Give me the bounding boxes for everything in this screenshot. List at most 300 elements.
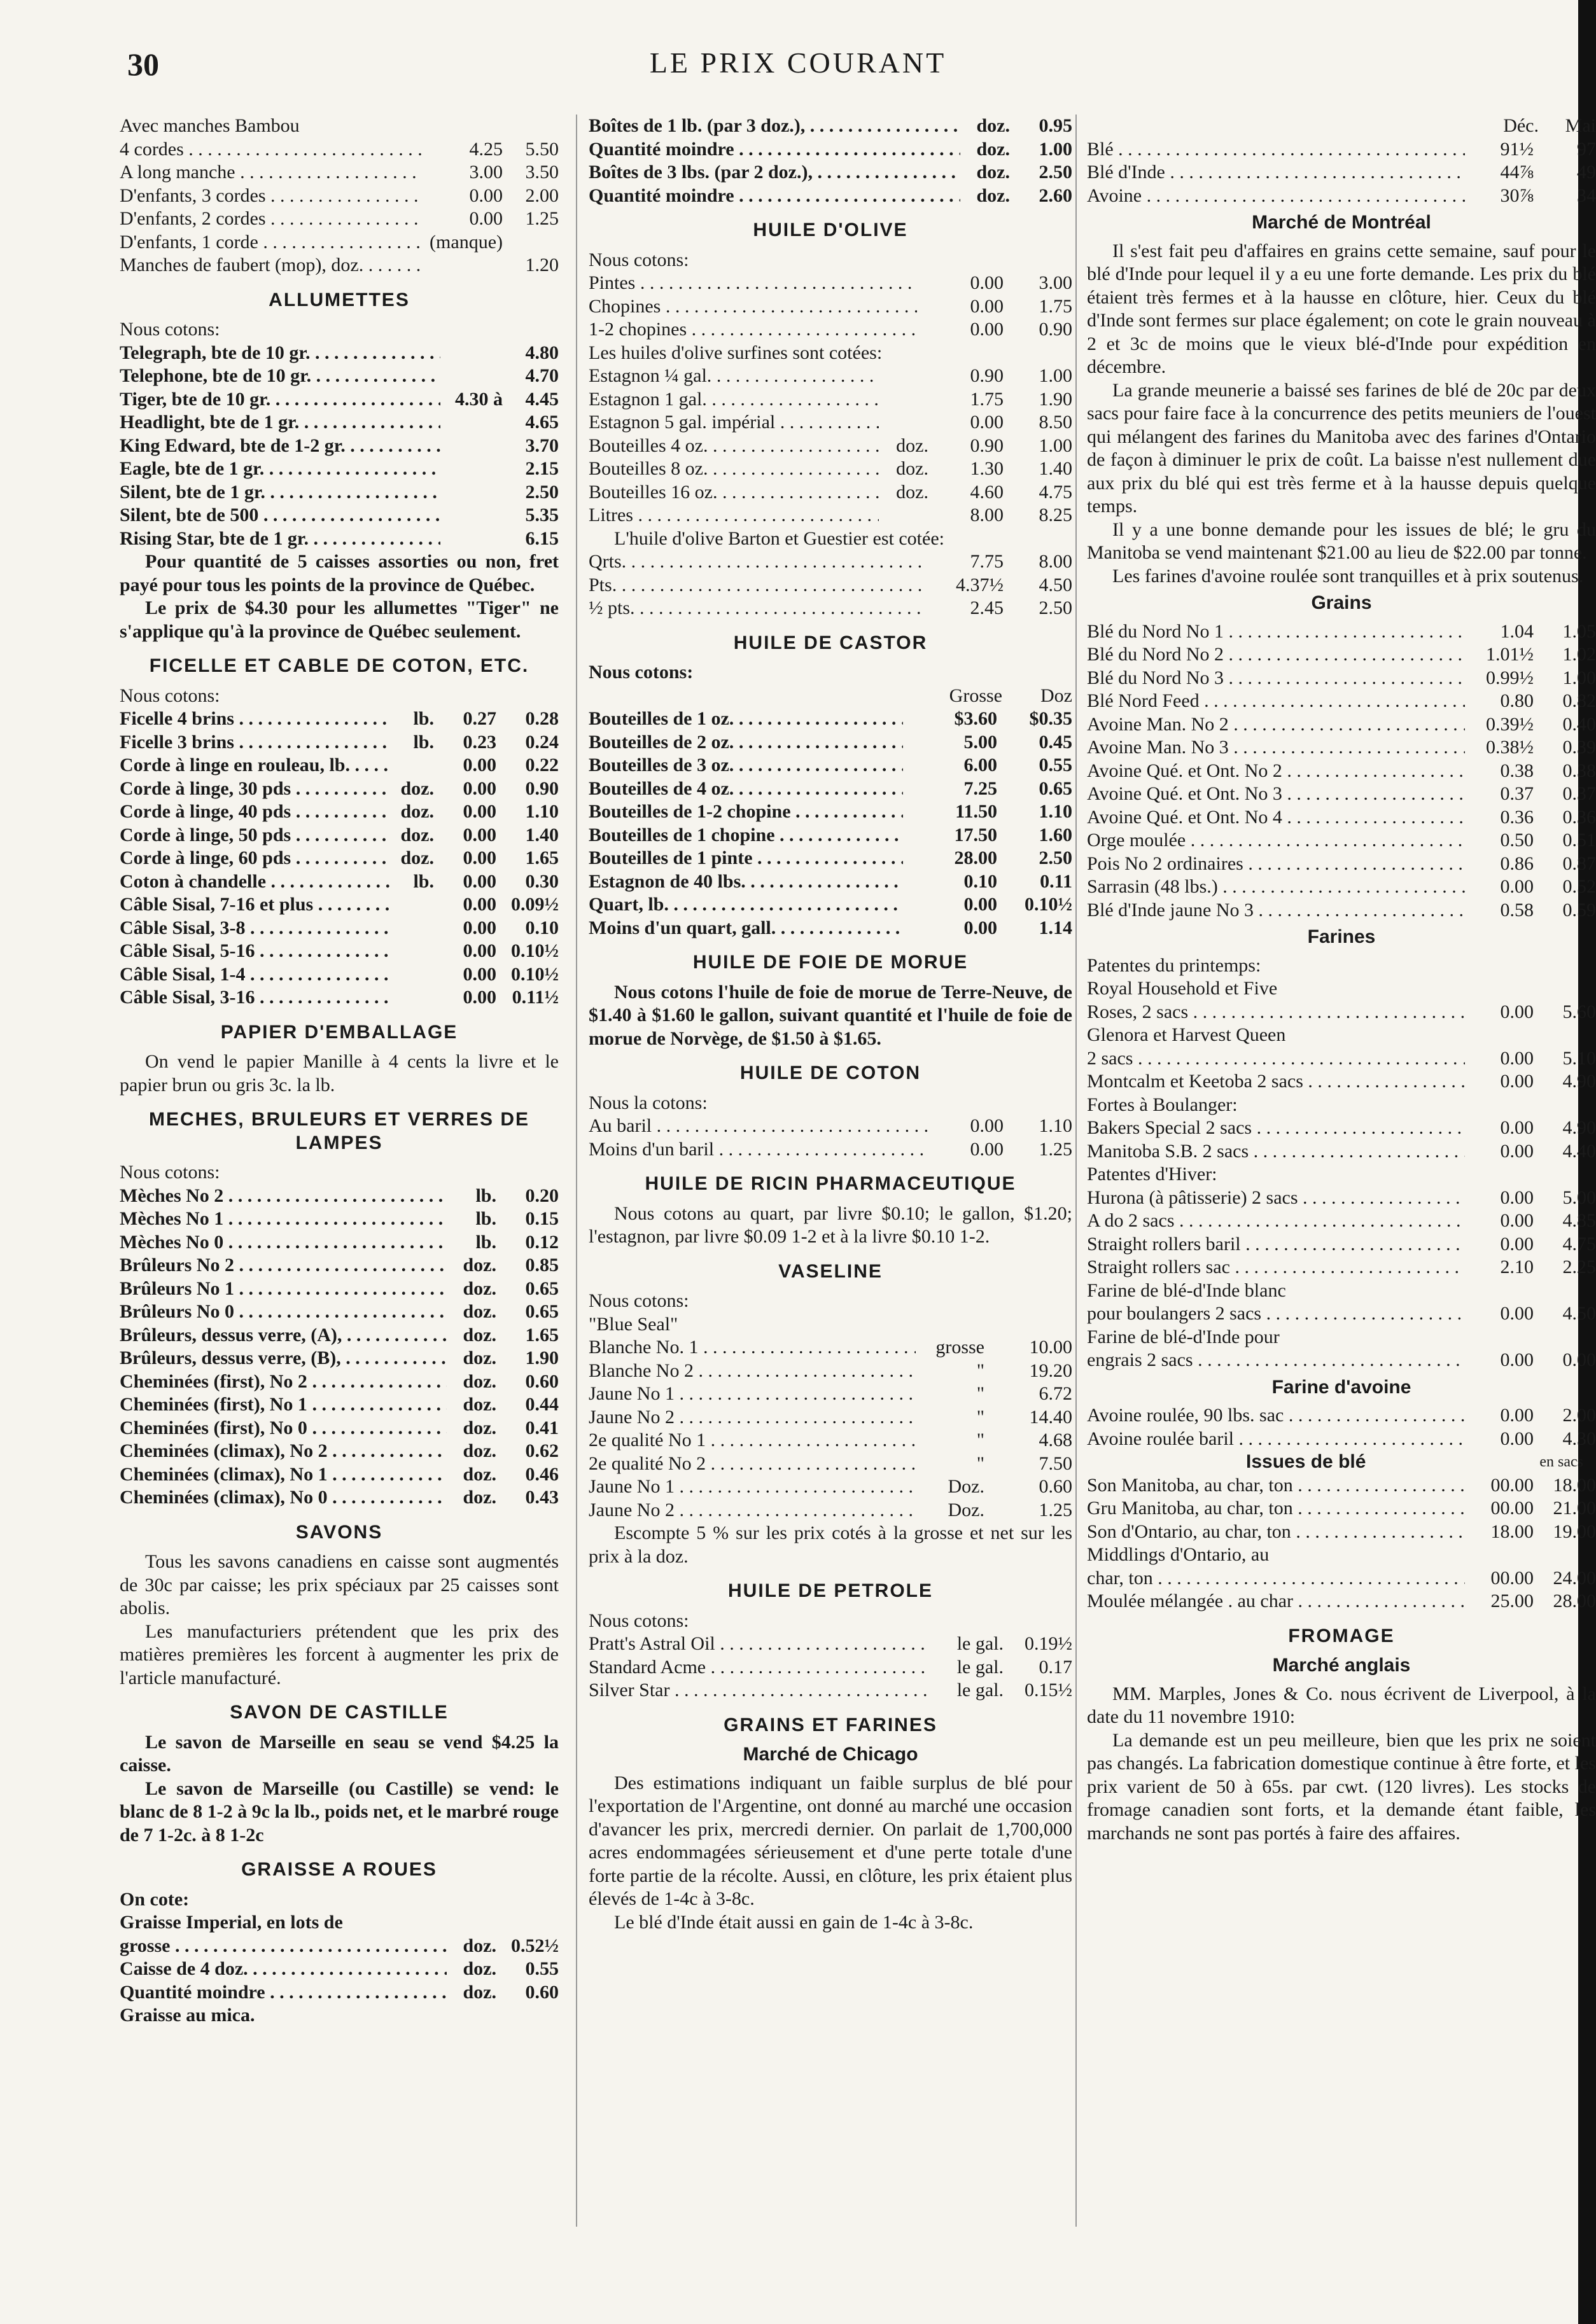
chicago-paragraph: Le blé d'Inde était aussi en gain de 1-4c à 3-8c. [614,1911,974,1933]
price-row [1087,184,1596,208]
price-low: 25.00 [1490,1590,1534,1611]
issues-note: en sacs [1539,1454,1583,1470]
price-row [589,1336,1072,1360]
price-row [589,707,1072,731]
price-high: 4.45 [525,388,559,410]
price-row [120,1935,559,1958]
petrole-title: HUILE DE PETROLE [727,1580,934,1601]
price-row [589,504,1072,527]
item-name: Avoine Man. No 3 . . . [1087,736,1465,760]
vaseline-intro: Nous cotons: [589,1290,689,1311]
item-name: Sarrasin (48 lbs.) . . . [1087,875,1465,899]
item-unit: doz. [400,777,434,799]
price-high: 0.30 [525,870,559,892]
item-unit: doz. [463,1394,496,1415]
price-low: 44⅞ [1500,162,1534,183]
price-low: 7.25 [963,777,997,799]
price-low: 3.00 [469,162,503,183]
item-unit: doz. [976,162,1010,183]
price-low [440,411,503,435]
price-high: 18.00 [1553,1474,1596,1496]
price-row [1087,1302,1596,1326]
item-unit: " [976,1360,984,1381]
item-name: Straight rollers sac . . . [1087,1256,1465,1279]
price-high: 5.35 [525,504,559,525]
price-row [589,1452,1072,1476]
price-low: 0.00 [970,1115,1004,1136]
vaseline-brand: "Blue Seal" [589,1313,678,1335]
allumettes-note-tiger: Le prix de $4.30 pour les allumettes "Tiger" ne s'applique qu'à la province de Québec seulement. [120,597,559,642]
item-unit [391,986,434,1010]
price-row [1087,875,1596,899]
price-row [1087,806,1596,830]
price-low [440,504,503,527]
price-row [120,1347,559,1370]
savons-paragraph: Les manufacturiers prétendent que les prix des matières premières les forcent à augmenter les prix de l'article manufacturé. [120,1620,559,1688]
item-name: Estagnon 1 gal. . . . [589,388,879,412]
price-high: 5.10 [1562,1047,1596,1069]
item-name: Câble Sisal, 5-16 . . . [120,940,391,963]
coton-title: HUILE DE COTON [739,1062,921,1083]
price-high: 0.39 [1562,737,1596,758]
price-low: 0.00 [1500,1233,1534,1255]
price-high: 4.30 [1562,1428,1596,1449]
price-low: 0.00 [469,208,503,229]
price-row [120,963,559,987]
morue-title: HUILE DE FOIE DE MORUE [692,952,969,973]
item-name: Brûleurs, dessus verre, (B), . . . [120,1347,447,1370]
price-high: 0.45 [1039,731,1072,753]
item-name: Chopines . . . [589,295,917,319]
item-name: Cheminées (first), No 1 . . . [120,1393,447,1417]
item-name: Manitoba S.B. 2 sacs . . . [1087,1140,1465,1164]
castille-paragraph: Le savon de Marseille (ou Castille) se vend: le blanc de 8 1-2 à 9c la lb., poids net, et le marbré rouge de 7 1-2c. à 8 1-2c [120,1778,559,1846]
item-unit [391,917,434,940]
price-group-label: Patentes du printemps: [1087,954,1261,976]
price-high: 7.50 [1039,1452,1072,1474]
price-row [120,365,559,388]
price-row [1087,1404,1596,1428]
price-high: 0.60 [525,1370,559,1392]
petrole-intro: Nous cotons: [589,1610,689,1631]
item-name: ½ pts. . . . [589,597,922,620]
item-name: Corde à linge, 30 pds . . . [120,777,391,801]
price-high: 1.10 [1039,1115,1072,1136]
price-low [440,457,503,481]
castille-paragraph: Le savon de Marseille en seau se vend $4.25 la caisse. [120,1731,559,1776]
price-row [589,1382,1072,1406]
price-row [589,1360,1072,1383]
item-name: Silent, bte de 500 . . . [120,504,440,527]
price-low: 1.30 [970,458,1004,479]
montreal-paragraph: Il s'est fait peu d'affaires en grains cette semaine, sauf pour le blé d'Inde pour lequel il y a eu une forte demande. Les prix du blé étaient très fermes et à la hausse en clôture, hier. Ceux du blé d'Inde sont fermes sur place également; on cote le grain nouveau à 2 et 3c de moins que le vieux blé-d'Inde pour expédition en décembre. [1087,240,1596,377]
futures-header-mai: Mai [1565,115,1596,136]
price-row [120,1324,559,1347]
item-name: Brûleurs No 0 . . . [120,1300,447,1324]
price-row [1087,829,1596,852]
price-high: 1.10 [525,801,559,822]
item-name: Bouteilles de 1-2 chopine . . . [589,800,903,824]
price-high: 4.85 [1562,1210,1596,1231]
item-name: Estagnon de 40 lbs. . . . [589,870,903,894]
item-name: Avoine Qué. et Ont. No 2 . . . [1087,760,1465,783]
price-high: 2.50 [1039,162,1072,183]
price-low: 4.37½ [956,574,1004,595]
price-row [589,893,1072,917]
price-row [589,1406,1072,1430]
item-name: King Edward, bte de 1-2 gr. . . . [120,435,440,458]
price-row [589,481,1072,504]
item-unit [879,365,928,388]
item-name: Quantité moindre . . . [589,138,960,162]
price-high: 0.87 [1562,852,1596,874]
price-high: 0.10 [525,917,559,938]
meches-title: MECHES, BRULEURS ET VERRES DE LAMPES [148,1109,530,1153]
price-row [120,754,559,777]
vaseline-title: VASELINE [778,1260,883,1282]
price-row [589,1475,1072,1499]
item-name: Bouteilles 8 oz. . . . [589,457,879,481]
marche-anglais-subtitle: Marché anglais [1272,1655,1411,1676]
price-high: 0.55 [1039,755,1072,776]
price-high: 2.25 [1562,1256,1596,1277]
item-name: Bouteilles de 1 pinte . . . [589,847,903,870]
price-high: 0.52½ [511,1935,559,1956]
ricin-text: Nous cotons au quart, par livre $0.10; le gallon, $1.20; l'estagnon, par livre $0.09 1-2 et à la livre $0.10 1-2. [589,1202,1072,1247]
price-low: 17.50 [954,824,997,845]
item-name: Jaune No 1 . . . [589,1475,916,1499]
price-row [120,342,559,365]
price-row [120,1393,559,1417]
price-high: 1.60 [1039,824,1072,845]
item-name: Bakers Special 2 sacs . . . [1087,1117,1465,1140]
item-name: Boîtes de 1 lb. (par 3 doz.), . . . [589,115,960,138]
price-low: 0.36 [1500,806,1534,828]
price-high: 0.52 [1562,876,1596,897]
price-row [589,731,1072,755]
price-low: 0.00 [1500,1001,1534,1022]
price-row [120,1185,559,1208]
price-high: 3.00 [1039,272,1072,293]
price-row [120,527,559,551]
price-row [120,1486,559,1510]
price-low: 30⅞ [1500,184,1534,206]
price-low: 0.00 [1500,1186,1534,1208]
item-name: Qrts. . . . [589,550,922,574]
price-row [1087,161,1596,184]
price-high: 0.09½ [511,894,559,915]
price-low: 0.37 [1500,783,1534,804]
price-low: 0.00 [963,917,997,938]
price-row [1087,852,1596,876]
grains-subtitle: Grains [1311,592,1372,613]
item-name: Son d'Ontario, au char, ton . . . [1087,1520,1465,1544]
item-name: Boîtes de 3 lbs. (par 2 doz.), . . . [589,161,960,184]
price-high: 0.62 [525,1440,559,1461]
grains-title: GRAINS ET FARINES [724,1714,937,1736]
price-row [120,1277,559,1301]
price-row [1087,1001,1596,1024]
price-high: 0.40 [1562,713,1596,735]
item-name: Cheminées (climax), No 2 . . . [120,1440,447,1463]
price-high: $0.35 [1029,708,1072,729]
price-row [120,986,559,1010]
item-name: Câble Sisal, 1-4 . . . [120,963,391,987]
price-high: 24.00 [1553,1567,1596,1589]
castor-column-headers [589,685,1072,708]
price-row [120,1440,559,1463]
item-name: Avoine roulée baril . . . [1087,1428,1465,1451]
price-high: 0.90 [1039,319,1072,340]
item-name: Bouteilles de 1 chopine . . . [589,824,903,847]
ficelle-title: FICELLE ET CABLE DE COTON, ETC. [149,655,529,676]
price-high: 0.59 [1562,899,1596,921]
price-high: 2.50 [525,481,559,503]
item-name: Avoine Qué. et Ont. No 3 . . . [1087,783,1465,806]
item-name: 2 sacs . . . [1087,1047,1465,1071]
price-high: 1.25 [1039,1499,1072,1520]
item-name: Blé du Nord No 1 . . . [1087,620,1465,644]
price-high: 0.28 [525,708,559,729]
price-row [589,1429,1072,1452]
price-low: 0.00 [963,894,997,915]
item-name: Au baril . . . [589,1115,928,1138]
price-row [589,318,1072,342]
item-name: 4 cordes . . . [120,138,421,162]
price-high: 0.19½ [1025,1633,1072,1654]
column-middle [589,115,1072,1934]
castor-title: HUILE DE CASTOR [733,632,928,653]
price-high: 0.38 [1562,760,1596,781]
column-rule-1 [576,115,577,2227]
price-high: 0.82 [1562,690,1596,711]
price-low: (manque) [430,231,503,253]
price-high: 0.41 [525,1417,559,1438]
price-high: 1.75 [1039,295,1072,317]
price-row [1087,713,1596,737]
price-row [120,940,559,963]
price-low: 0.00 [1500,1428,1534,1449]
price-group-label: Patentes d'Hiver: [1087,1164,1217,1185]
price-high [503,231,559,254]
page-title: LE PRIX COURANT [649,46,947,79]
item-name: Estagnon 5 gal. impérial . . . [589,411,879,435]
price-high: 1.90 [525,1347,559,1368]
price-high: 28.00 [1553,1590,1596,1611]
item-name: Blé d'Inde jaune No 3 . . . [1087,899,1465,922]
price-low: 0.00 [1500,1047,1534,1069]
item-unit: lb. [475,1231,496,1253]
item-name: Avoine roulée, 90 lbs. sac . . . [1087,1404,1465,1428]
price-row [1087,667,1596,690]
item-unit: doz. [976,138,1010,160]
item-unit: Doz. [948,1476,984,1497]
price-row [1087,736,1596,760]
price-high: 0.00 [1562,1349,1596,1370]
price-row [120,481,559,504]
item-name: Cheminées (climax), No 0 . . . [120,1486,447,1510]
price-low: 0.50 [1500,830,1534,851]
price-high: 8.25 [1039,504,1072,525]
price-row [589,411,1072,435]
item-unit: doz. [463,1370,496,1392]
item-name: Brûleurs No 1 . . . [120,1277,447,1301]
item-unit: doz. [463,1935,496,1956]
price-low: 0.90 [970,435,1004,456]
price-row [1087,899,1596,922]
item-name: Blanche No. 1 . . . [589,1336,916,1360]
price-row [589,365,1072,388]
price-row [1087,1209,1596,1233]
price-high: 1.65 [525,847,559,868]
item-name: Litres . . . [589,504,879,527]
price-low: 7.75 [970,551,1004,572]
price-high: 1.25 [1039,1138,1072,1160]
price-row [120,707,559,731]
price-row [1087,1474,1596,1498]
price-low: 0.00 [970,295,1004,317]
item-name: Bouteilles de 2 oz. . . . [589,731,903,755]
price-row [120,1254,559,1277]
papier-title: PAPIER D'EMBALLAGE [220,1021,458,1043]
montreal-title: Marché de Montréal [1252,212,1431,233]
price-row [1087,760,1596,783]
price-row [120,1370,559,1394]
price-row [1087,1186,1596,1210]
price-high: 34 [1577,184,1596,206]
price-row [589,1632,1072,1656]
price-low: 4.25 [469,138,503,160]
price-low: 00.00 [1490,1498,1534,1519]
price-high: 2.00 [1562,1405,1596,1426]
price-row [1087,1233,1596,1256]
price-row [120,184,559,208]
price-low: 1.75 [970,388,1004,410]
price-high: 3.70 [525,435,559,456]
item-name: pour boulangers 2 sacs . . . [1087,1302,1465,1326]
coton-intro: Nous la cotons: [589,1092,708,1113]
item-unit: lb. [413,731,434,753]
item-name: Jaune No 1 . . . [589,1382,916,1406]
price-high: 10.00 [1029,1337,1072,1358]
price-high: 4.65 [525,412,559,433]
item-unit: doz. [896,458,928,479]
olive-intro: Nous cotons: [589,249,689,270]
price-low: 0.00 [463,870,496,892]
price-group-label: Fortes à Boulanger: [1087,1094,1238,1115]
item-name: engrais 2 sacs . . . [1087,1349,1465,1372]
item-name: Tiger, bte de 10 gr. . . . [120,388,440,412]
price-high: 1.10 [1039,801,1072,822]
fromage-paragraph: MM. Marples, Jones & Co. nous écrivent de Liverpool, à la date du 11 novembre 1910: [1087,1683,1596,1727]
price-high: 0.85 [525,1255,559,1276]
item-name: Orge moulée . . . [1087,829,1465,852]
price-row [1087,1047,1596,1071]
item-name: Brûleurs, dessus verre, (A), . . . [120,1324,447,1347]
item-unit [879,504,928,527]
issues-heading-row [1087,1451,1596,1474]
price-low: 2.10 [1500,1256,1534,1277]
item-name: Quart, lb. . . . [589,893,903,917]
price-row [120,893,559,917]
price-row [1087,1590,1596,1613]
price-high: 0.90 [525,777,559,799]
item-name: Mèches No 0 . . . [120,1231,447,1255]
item-name: char, ton . . . [1087,1567,1465,1590]
item-unit: " [976,1406,984,1428]
price-low: 0.58 [1500,899,1534,921]
price-high: 5.50 [525,138,559,160]
price-low: 0.00 [1500,1210,1534,1231]
price-row [1087,690,1596,713]
item-name: D'enfants, 2 cordes . . . [120,207,421,231]
price-high: 21.00 [1553,1498,1596,1519]
price-row [120,457,559,481]
price-row [589,1138,1072,1162]
price-low: 0.00 [1500,1117,1534,1138]
price-high: 1.25 [525,208,559,229]
price-row [1087,1567,1596,1590]
item-unit [879,411,928,435]
price-high: 4.50 [1562,1303,1596,1324]
item-unit [391,754,434,777]
allumettes-title: ALLUMETTES [269,289,410,310]
price-low: 4.60 [970,481,1004,503]
price-group-label: Farine de blé-d'Inde blanc [1087,1279,1286,1301]
montreal-paragraph: Les farines d'avoine roulée sont tranquilles et à prix soutenus. [1112,565,1584,587]
price-row [1087,643,1596,667]
item-name: grosse . . . [120,1935,447,1958]
chicago-title: Marché de Chicago [743,1744,918,1765]
item-name: A do 2 sacs . . . [1087,1209,1465,1233]
item-name: Mèches No 2 . . . [120,1185,447,1208]
item-name: 1-2 chopines . . . [589,318,917,342]
price-high: 5.00 [1562,1186,1596,1208]
price-high: 0.24 [525,731,559,753]
price-high: 0.17 [1039,1656,1072,1678]
item-unit [391,893,434,917]
price-low: 0.00 [463,847,496,868]
price-high: 0.12 [525,1231,559,1253]
price-row [589,1499,1072,1522]
price-row [120,435,559,458]
price-high: 2.50 [1039,597,1072,618]
castor-header-doz: Doz [1040,685,1072,706]
allumettes-intro: Nous cotons: [120,319,220,340]
item-name: Bouteilles de 4 oz. . . . [589,777,903,801]
price-low: $3.60 [954,708,997,729]
item-unit: lb. [475,1185,496,1206]
price-row [120,777,559,801]
price-low: 1.04 [1500,620,1534,642]
item-unit: le gal. [956,1633,1004,1654]
item-name: Bouteilles de 1 oz. . . . [589,707,903,731]
price-high: 0.10½ [1025,894,1072,915]
price-low: 2.45 [970,597,1004,618]
price-row [589,457,1072,481]
graisse-mica: Graisse au mica. [120,2005,255,2026]
price-low: 0.86 [1500,852,1534,874]
price-row [120,388,559,412]
item-name: Moins d'un quart, gall. . . . [589,917,903,940]
price-high: 1.00 [1562,667,1596,688]
olive-note: Les huiles d'olive surfines sont cotées: [589,342,883,363]
price-low: 0.00 [463,894,496,915]
price-row [120,504,559,527]
futures-header-dec: Déc. [1503,115,1539,136]
item-unit: doz. [463,1347,496,1368]
item-unit [879,388,928,412]
